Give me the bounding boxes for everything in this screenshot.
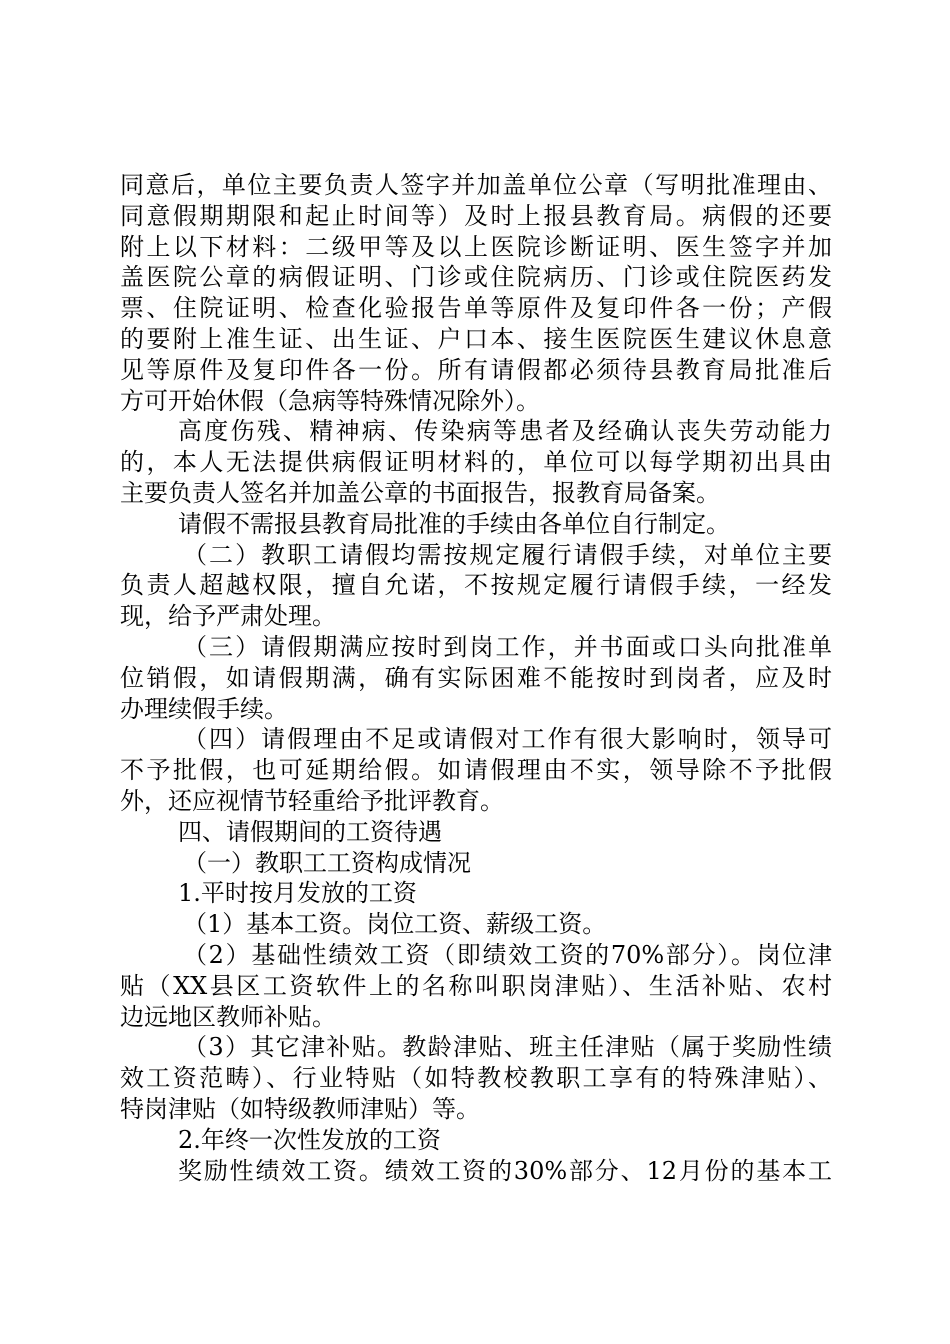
text-line: 附上以下材料：二级甲等及以上医院诊断证明、医生签字并加 [120,232,832,261]
text-line: 见等原件及复印件各一份。所有请假都必须待县教育局批准后 [120,355,832,384]
text-line: （2）基础性绩效工资（即绩效工资的70%部分）。岗位津 [183,940,832,969]
text-line: 不予批假，也可延期给假。如请假理由不实，领导除不予批假 [120,756,832,785]
text-line: 现，给予严肃处理。 [120,602,336,631]
text-line: （二）教职工请假均需按规定履行请假手续，对单位主要 [183,540,832,569]
text-line: 的要附上准生证、出生证、户口本、接生医院医生建议休息意 [120,324,832,353]
text-line: （3）其它津补贴。教龄津贴、班主任津贴（属于奖励性绩 [183,1033,832,1062]
text-line: 主要负责人签名并加盖公章的书面报告，报教育局备案。 [120,478,720,507]
text-line: 外，还应视情节轻重给予批评教育。 [120,786,504,815]
text-line: 的，本人无法提供病假证明材料的，单位可以每学期初出具由 [120,448,832,477]
text-line: 边远地区教师补贴。 [120,1002,336,1031]
subsection-heading: 2.年终一次性发放的工资 [178,1125,441,1154]
subsection-heading: 1.平时按月发放的工资 [178,879,417,908]
text-line: 负责人超越权限，擅自允诺，不按规定履行请假手续，一经发 [120,571,832,600]
text-line: 同意假期期限和起止时间等）及时上报县教育局。病假的还要 [120,201,832,230]
text-line: 同意后，单位主要负责人签字并加盖单位公章（写明批准理由、 [120,171,832,199]
text-line: （四）请假理由不足或请假对工作有很大影响时，领导可 [183,725,832,754]
text-line: 位销假，如请假期满，确有实际困难不能按时到岗者，应及时 [120,663,832,692]
text-line: （三）请假期满应按时到岗工作，并书面或口头向批准单 [183,632,832,661]
section-heading: 四、请假期间的工资待遇 [178,817,442,846]
text-line: 票、住院证明、检查化验报告单等原件及复印件各一份；产假 [120,294,832,323]
text-line: 奖励性绩效工资。绩效工资的30%部分、12月份的基本工 [178,1156,832,1185]
text-line: 效工资范畴）、行业特贴（如特教校教职工享有的特殊津贴）、 [120,1064,832,1093]
text-line: 盖医院公章的病假证明、门诊或住院病历、门诊或住院医药发 [120,263,832,292]
text-line: 方可开始休假（急病等特殊情况除外）。 [120,386,540,415]
text-line: 特岗津贴（如特级教师津贴）等。 [120,1094,480,1123]
text-line: 贴（XX县区工资软件上的名称叫职岗津贴）、生活补贴、农村 [120,971,832,1000]
text-line: （1）基本工资。岗位工资、薪级工资。 [183,910,607,939]
text-line: 请假不需报县教育局批准的手续由各单位自行制定。 [178,509,730,538]
text-line: 办理续假手续。 [120,694,288,723]
document-body [120,170,832,1186]
text-line: 高度伤残、精神病、传染病等患者及经确认丧失劳动能力 [178,417,832,446]
subsection-heading: （一）教职工工资构成情况 [183,848,471,877]
